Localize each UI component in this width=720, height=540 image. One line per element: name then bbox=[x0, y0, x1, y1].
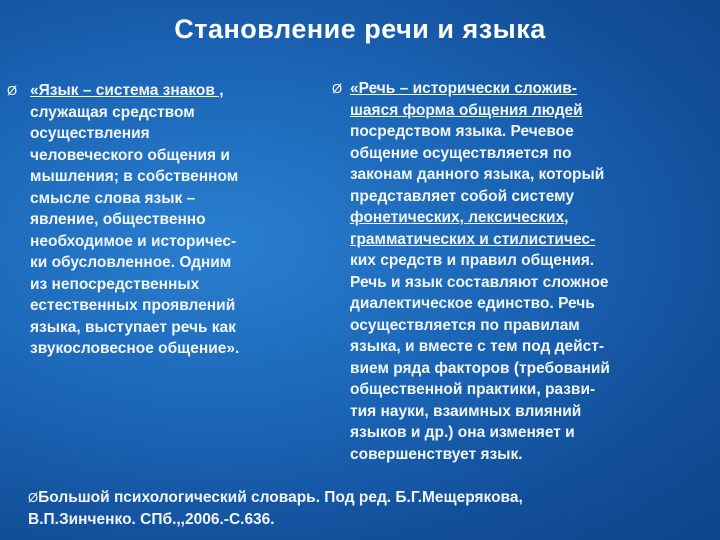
citation-line bbox=[28, 487, 708, 509]
arrow-bullet-icon: Ø bbox=[332, 81, 343, 96]
left-quote-line: явление, общественно bbox=[30, 211, 206, 228]
left-quote-line: ки обусловленное. Одним bbox=[30, 254, 232, 271]
right-quote-line: посредством языка. Речевое bbox=[350, 123, 574, 140]
left-quote-line: осуществления bbox=[30, 125, 150, 142]
right-quote-line: Речь и язык составляют сложное bbox=[350, 273, 609, 291]
right-quote-line: диалектическое единство. Речь bbox=[350, 295, 595, 312]
left-quote-line: звукословесное общение». bbox=[30, 340, 240, 357]
left-quote-line: из непосредственных bbox=[30, 275, 200, 293]
right-quote-line: осуществляется по правилам bbox=[350, 316, 580, 334]
right-quote-line: совершенствует язык. bbox=[350, 445, 523, 463]
right-quote-line: законам данного языка, который bbox=[350, 166, 605, 183]
arrow-bullet-icon: Ø bbox=[7, 83, 18, 98]
left-quote-line: естественных проявлений bbox=[30, 297, 236, 314]
right-quote-line: ких средств и правил общения. bbox=[350, 252, 595, 269]
right-quote-line: общественной практики, разви- bbox=[350, 381, 596, 398]
right-quote-line: шаяся форма общения людей bbox=[350, 101, 583, 119]
right-quote-line: грамматических и стилистичес- bbox=[350, 230, 596, 248]
left-quote-line: служащая средством bbox=[30, 103, 195, 121]
left-quote-block bbox=[7, 80, 330, 360]
left-quote-line: языка, выступает речь как bbox=[30, 318, 236, 336]
right-quote-line: языка, и вместе с тем под дейст- bbox=[350, 338, 604, 355]
right-quote-line: вием ряда факторов (требований bbox=[350, 359, 610, 377]
left-quote-line: «Язык – система знаков , bbox=[30, 82, 224, 99]
arrow-bullet-icon: Ø bbox=[28, 490, 39, 505]
left-quote-line: мышления; в собственном bbox=[30, 168, 239, 185]
right-quote-block bbox=[332, 78, 705, 465]
left-quote-line: смысле слова язык – bbox=[30, 189, 196, 207]
right-quote-line: тия науки, взаимных влияний bbox=[350, 402, 582, 420]
right-quote-line: представляет собой систему bbox=[350, 187, 575, 205]
source-citation bbox=[28, 487, 708, 531]
right-quote-line: языков и др.) она изменяет и bbox=[350, 424, 575, 441]
slide-title: Становление речи и языка bbox=[174, 14, 546, 44]
citation-line: В.П.Зинченко. СПб.,,2006.-С.636. bbox=[28, 511, 275, 528]
right-quote-line: фонетических, лексических, bbox=[350, 209, 569, 226]
left-quote-line: необходимое и историчес- bbox=[30, 232, 237, 250]
right-quote-line: «Речь – исторически сложив- bbox=[350, 80, 577, 97]
citation-text: Большой психологический словарь. Под ред. Б.Г.Мещерякова, bbox=[38, 489, 523, 506]
left-quote-line: человеческого общения и bbox=[30, 146, 230, 164]
right-quote-line: общение осуществляется по bbox=[350, 144, 572, 162]
